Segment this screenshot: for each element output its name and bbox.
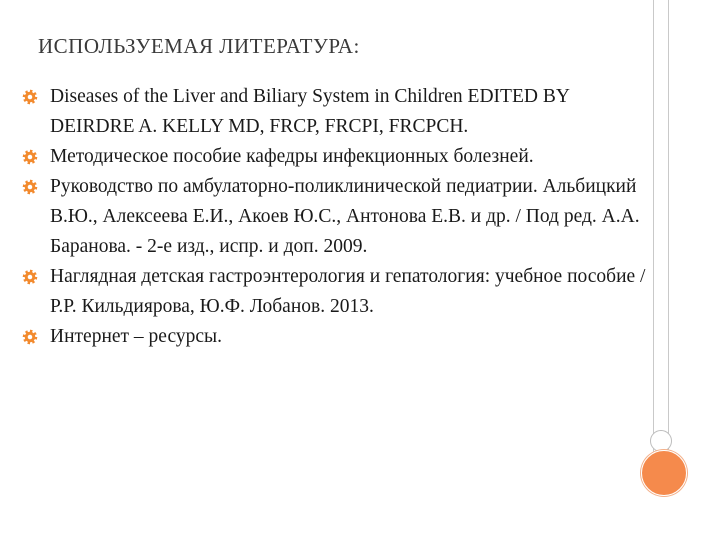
gear-icon: [22, 322, 50, 352]
reference-list: [22, 82, 652, 352]
list-item-text: Руководство по амбулаторно-поликлинической педиатрии. Альбицкий В.Ю., Алексеева Е.И., Акоев Ю.С., Антонова Е.В. и др. / Под ред. А.А. Баранова. - 2-е изд., испр. и доп. 2009.: [50, 176, 640, 257]
slide-title: ИСПОЛЬЗУЕМАЯ ЛИТЕРАТУРА:: [38, 34, 360, 58]
gear-icon: [22, 172, 50, 202]
list-item: [22, 82, 652, 142]
list-item: [22, 262, 652, 322]
list-item-text: Наглядная детская гастроэнтерология и гепатология: учебное пособие / Р.Р. Кильдиярова, Ю.Ф. Лобанов. 2013.: [50, 266, 646, 317]
decorative-orange-circle: [641, 450, 687, 496]
list-item: [22, 172, 652, 262]
list-item-text: Интернет – ресурсы.: [50, 326, 222, 347]
gear-icon: [22, 262, 50, 292]
list-item: [22, 142, 652, 172]
gear-icon: [22, 82, 50, 112]
decorative-small-circle: [650, 430, 672, 452]
list-item-text: Diseases of the Liver and Biliary System in Children EDITED BY DEIRDRE A. KELLY MD, FRCP, FRCPI, FRCPCH.: [50, 86, 570, 137]
list-item-text: Методическое пособие кафедры инфекционных болезней.: [50, 146, 534, 167]
decorative-border-line: [653, 0, 669, 462]
list-item: [22, 322, 652, 352]
gear-icon: [22, 142, 50, 172]
